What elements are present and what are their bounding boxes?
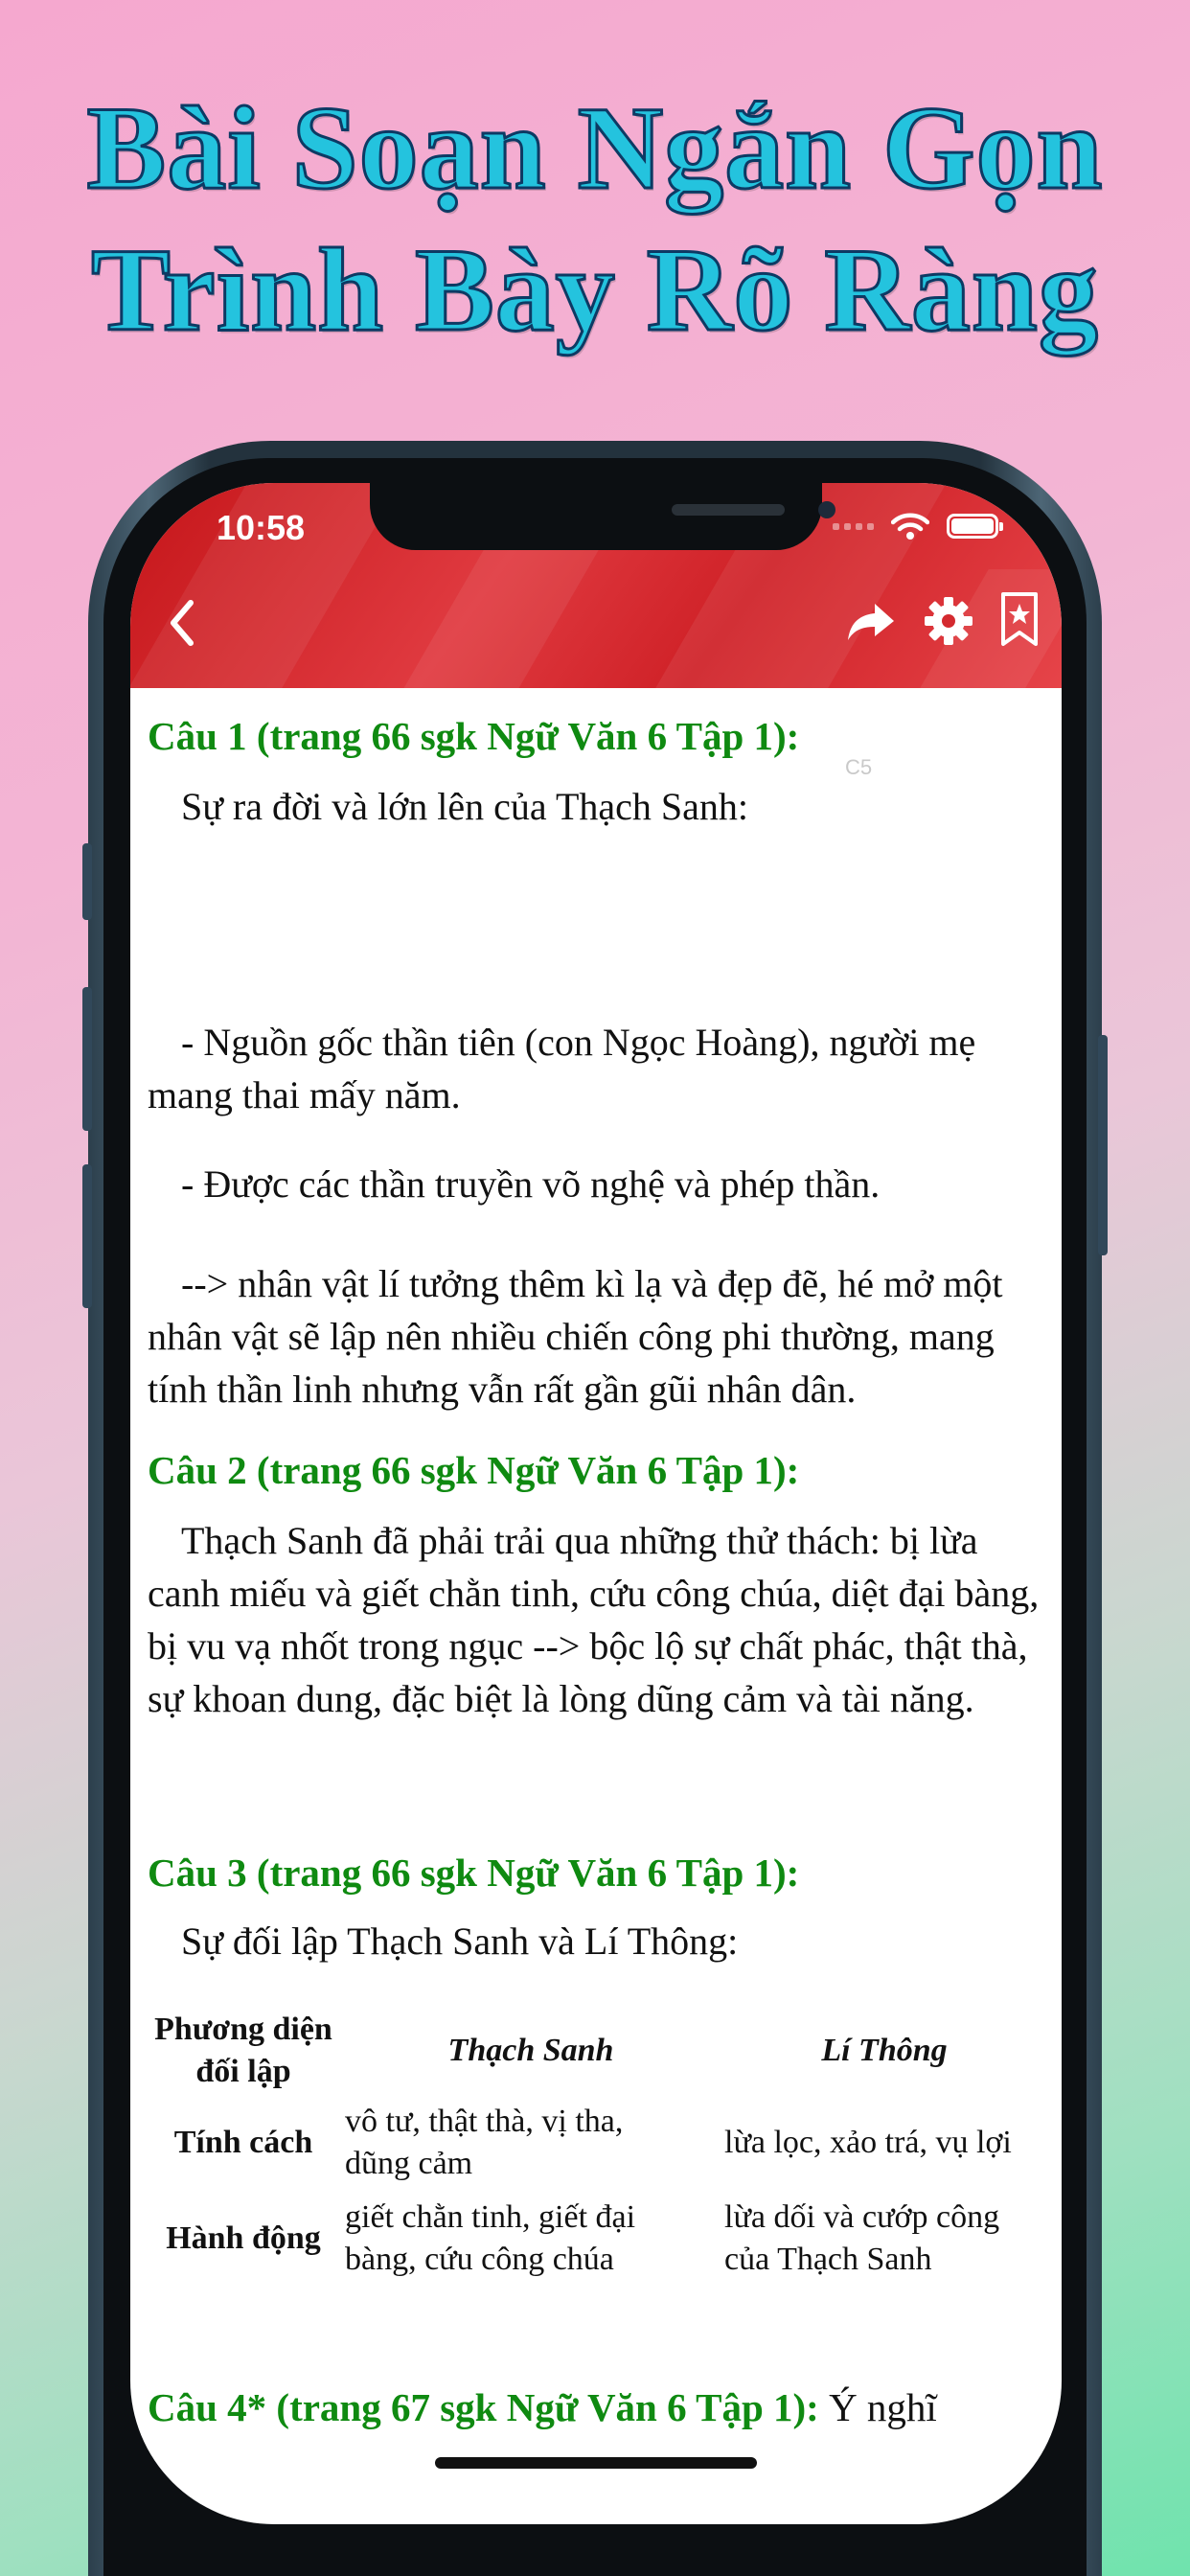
bookmark-star-icon [998, 590, 1041, 650]
watermark: C5 [845, 755, 873, 779]
speaker-grille [672, 504, 785, 516]
headline-line-1: Bài Soạn Ngắn Gọn [86, 82, 1104, 214]
question-1-heading: Câu 1 (trang 66 sgk Ngữ Văn 6 Tập 1): [148, 714, 800, 758]
gear-icon [922, 594, 975, 648]
table-header-thach-sanh: Thạch Sanh [447, 2033, 614, 2068]
volume-up-button [82, 987, 92, 1131]
question-4-heading [148, 2384, 937, 2430]
q1-paragraph-2: - Nguồn gốc thần tiên (con Ngọc Hoàng), người mẹ mang thai mấy năm. [148, 1021, 976, 1116]
question-2-heading: Câu 2 (trang 66 sgk Ngữ Văn 6 Tập 1): [148, 1448, 800, 1492]
back-button[interactable] [155, 596, 209, 650]
battery-icon [947, 514, 998, 539]
table-header-aspect: Phương diện đối lập [154, 2012, 332, 2089]
headline-line-2: Trình Bày Rõ Ràng [91, 224, 1099, 356]
mute-switch [82, 843, 92, 920]
table-cell: lừa dối và cướp công của Thạch Sanh [724, 2199, 1000, 2277]
q1-paragraph-4: --> nhân vật lí tưởng thêm kì lạ và đẹp đẽ, hé mở một nhân vật sẽ lập nên nhiều chiến công phi thường, mang tính thần linh nhưng vẫn rất gần gũi nhân dân. [148, 1262, 1003, 1411]
lesson-content [148, 688, 1046, 2524]
wifi-icon [891, 512, 929, 540]
share-arrow-icon [844, 594, 898, 648]
home-indicator[interactable] [435, 2457, 757, 2469]
q3-paragraph-1: Sự đối lập Thạch Sanh và Lí Thông: [181, 1920, 739, 1963]
q1-paragraph-3: - Được các thần truyền võ nghệ và phép thần. [181, 1162, 881, 1206]
comparison-table [148, 2009, 1046, 2287]
q1-paragraph-1: Sự ra đời và lớn lên của Thạch Sanh: [181, 785, 748, 828]
bookmark-button[interactable] [998, 590, 1041, 650]
table-row-label: Tính cách [173, 2125, 313, 2160]
settings-button[interactable] [922, 594, 975, 648]
question-4-title: Câu 4* (trang 67 sgk Ngữ Văn 6 Tập 1): [148, 2385, 819, 2429]
phone-screen [130, 483, 1062, 2524]
question-3-heading: Câu 3 (trang 66 sgk Ngữ Văn 6 Tập 1): [148, 1851, 800, 1895]
table-row-label: Hành động [166, 2220, 321, 2256]
table-cell: vô tư, thật thà, vị tha, dũng cảm [345, 2104, 624, 2181]
notch [370, 483, 822, 550]
table-header-li-thong: Lí Thông [821, 2033, 948, 2068]
cellular-signal-icon [833, 523, 874, 530]
question-4-answer-start: Ý nghĩ [829, 2385, 937, 2429]
app-toolbar [130, 483, 1062, 688]
table-cell: lừa lọc, xảo trá, vụ lợi [724, 2125, 1012, 2160]
share-button[interactable] [844, 594, 898, 648]
chevron-left-icon [166, 599, 198, 647]
q2-paragraph-1: Thạch Sanh đã phải trải qua những thử thách: bị lừa canh miếu và giết chằn tinh, cứu công chúa, diệt đại bàng, bị vu vạ nhốt trong ngục --> bộc lộ sự chất phác, thật thà, sự khoan dung, đặc biệt là lòng dũng cảm và tài năng. [148, 1519, 1040, 1720]
power-button [1098, 1035, 1108, 1255]
status-icons [833, 512, 998, 540]
table-cell: giết chằn tinh, giết đại bàng, cứu công chúa [345, 2199, 636, 2277]
status-time: 10:58 [217, 508, 306, 547]
volume-down-button [82, 1164, 92, 1308]
